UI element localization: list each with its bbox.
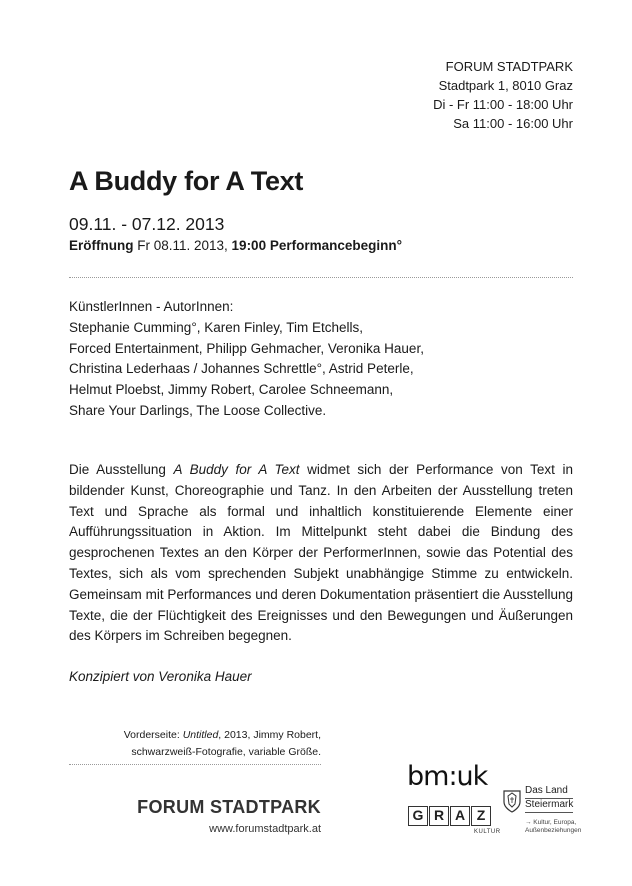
caption-prefix: Vorderseite: — [123, 729, 183, 741]
opening-time: 19:00 Performancebeginn° — [231, 238, 403, 253]
divider — [69, 277, 573, 278]
exhibition-description — [69, 460, 573, 647]
land-sub-line1: → Kultur, Europa, — [525, 819, 577, 826]
caption-work-title: Untitled — [182, 729, 219, 741]
bmuk-logo: bm:uk — [407, 761, 488, 792]
venue-info — [433, 57, 573, 133]
exhibition-title: A Buddy for A Text — [69, 166, 304, 196]
opening-info — [69, 238, 402, 253]
venue-hours-weekday: Di - Fr 11:00 - 18:00 Uhr — [433, 97, 573, 112]
steiermark-crest-icon — [503, 789, 521, 813]
footer-url[interactable]: www.forumstadtpark.at — [209, 823, 321, 835]
artist-line: Share Your Darlings, The Loose Collective. — [69, 402, 327, 418]
caption-line1-rest: , 2013, Jimmy Robert, — [218, 729, 321, 741]
venue-address: Stadtpark 1, 8010 Graz — [438, 78, 573, 93]
artist-line: Forced Entertainment, Philipp Gehmacher, Veronika Hauer, — [69, 340, 424, 356]
opening-date: Fr 08.11. 2013, — [133, 238, 232, 253]
land-name-line2: Steiermark — [525, 799, 573, 813]
graz-letter: Z — [471, 806, 491, 826]
divider — [69, 764, 321, 765]
artist-list — [69, 297, 589, 422]
venue-name: FORUM STADTPARK — [445, 59, 573, 74]
footer-venue-name: FORUM STADTPARK — [137, 797, 321, 817]
graz-kultur-label: KULTUR — [474, 829, 501, 835]
artist-line: Helmut Ploebst, Jimmy Robert, Carolee Schneemann, — [69, 382, 394, 398]
land-name-line1: Das Land — [525, 785, 573, 799]
artists-heading: KünstlerInnen - AutorInnen: — [69, 299, 234, 314]
caption-line2: schwarzweiß-Fotografie, variable Größe. — [131, 746, 321, 758]
description-body: widmet sich der Performance von Text in bildender Kunst, Choreographie und Tanz. In den Arbeiten der Ausstellung treten Text und Sprache als formal und inhaltlich konstituierende Elemente einer Aufführungssituation in Aktion. Im Mittelpunkt steht dabei die Bindung des gesprochenen Textes an den Körper der PerformerInnen, sowie das Potential des Textes, sich als vom sprechenden Subjekt unabhängige Stimme zu entwickeln. Gemeinsam mit Performances und deren Dokumentation präsentiert die Ausstellung Texte, die der Flüchtigkeit des Ereignisses und den Bewegungen und Äußerungen des Körpers im Schreiben begegnen. — [69, 462, 574, 644]
graz-letter: A — [450, 806, 470, 826]
image-caption — [124, 727, 321, 761]
curator-credit: Konzipiert von Veronika Hauer — [69, 669, 252, 684]
description-intro: Die Ausstellung — [69, 462, 174, 477]
graz-letter: G — [408, 806, 428, 826]
venue-hours-saturday: Sa 11:00 - 16:00 Uhr — [453, 116, 573, 131]
description-title: A Buddy for A Text — [173, 462, 300, 477]
land-sub-line2: Außenbeziehungen — [525, 827, 582, 834]
graz-kultur-logo — [408, 806, 492, 826]
exhibition-dates: 09.11. - 07.12. 2013 — [69, 214, 225, 234]
opening-label: Eröffnung — [69, 238, 134, 253]
graz-letter: R — [429, 806, 449, 826]
artist-line: Stephanie Cumming°, Karen Finley, Tim Etchells, — [69, 319, 364, 335]
artist-line: Christina Lederhaas / Johannes Schrettle°, Astrid Peterle, — [69, 361, 414, 377]
